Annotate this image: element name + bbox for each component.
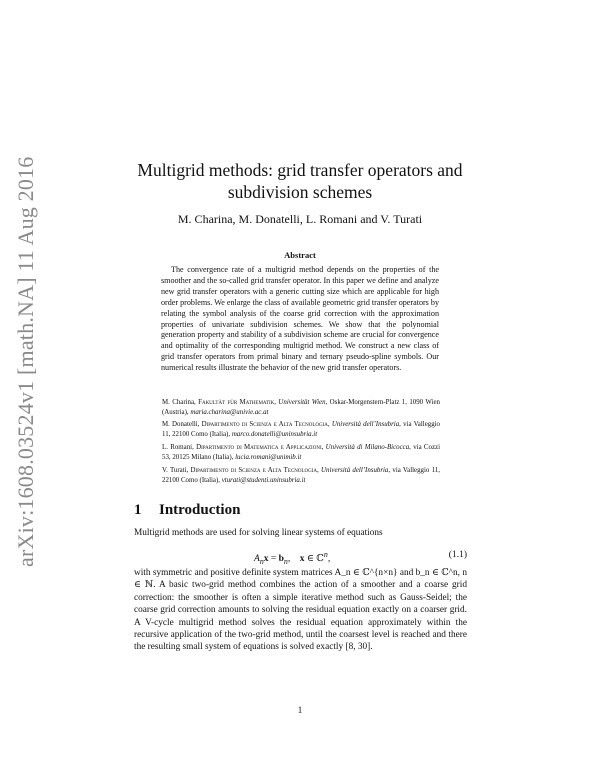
affiliation-email: maria.charina@univie.ac.at	[190, 408, 269, 416]
affiliation-department: Dipartimento di Scienza e Alta Tecnologia,	[201, 421, 330, 428]
eq-matrix-a: A	[254, 554, 260, 565]
paper-authors: M. Charina, M. Donatelli, L. Romani and V. Turati	[177, 212, 423, 226]
affiliation-university: Università di Milano-Bicocca,	[325, 444, 411, 451]
intro-lead-sentence: Multigrid methods are used for solving linear systems of equations	[134, 528, 383, 538]
section-title: Introduction	[159, 502, 241, 518]
affiliation-name: M. Donatelli,	[162, 421, 200, 428]
section-number: 1	[134, 502, 142, 518]
affiliation-name: V. Turati,	[162, 467, 189, 474]
affiliation-romani	[162, 443, 440, 462]
intro-paragraph: with symmetric and positive definite system matrices A_n ∈ ℂ^{n×n} and b_n ∈ ℂ^n, n ∈ ℕ. A basic two-grid method combines the action of a smoother and a coarse grid correction: the smoother is often a simple iterative method such as Gauss-Seidel; the coarse grid correction amounts to solving the residual equation exactly on a coarser grid. A V-cycle multigrid method solves the residual equation approximately within the recursive application of the two-grid method, until the coarsest level is reached and there the resulting small system of equations is solved exactly [8, 30].	[134, 568, 467, 653]
affiliation-address: via Valleggio 11, 22100 Como (Italia),	[162, 467, 440, 484]
eq-vector-b: b	[278, 554, 284, 565]
eq-element-of: ∈	[304, 554, 317, 565]
arxiv-identifier: arXiv:1608.03524v1 [math.NA] 11 Aug 2016	[13, 156, 38, 567]
affiliation-address: Oskar-Morgenstern-Platz 1, 1090 Wien (Austria),	[162, 399, 440, 416]
eq-vector-b-subscript: n	[283, 557, 288, 567]
equation-1-1	[134, 547, 467, 567]
abstract-text: The convergence rate of a multigrid method depends on the properties of the smoother and the so-called grid transfer operator. In this paper we define and analyze new grid transfer operators with a generic cutting size which are applicable for high order problems. We enlarge the class of available geometric grid transfer operators by relating the symbol analysis of the coarse grid correction with the approximation properties of univariate subdivision schemes. We show that the polynomial generation property and stability of a subdivision scheme are crucial for convergence and optimality of the corresponding multigrid method. We construct a new class of grid transfer operators from primal binary and ternary pseudo-spline symbols. Our numerical results illustrate the behavior of the new grid transfer operators.	[161, 265, 439, 373]
affiliation-university: Università dell’Insubria,	[321, 467, 391, 474]
eq-vector-x: x	[263, 554, 269, 565]
affiliation-name: L. Romani,	[162, 444, 194, 451]
affiliation-department: Dipartimento di Scienza e Alta Tecnologia,	[190, 467, 319, 474]
affiliation-donatelli	[162, 420, 440, 439]
affiliation-name: M. Charina,	[162, 399, 196, 406]
abstract-heading: Abstract	[284, 250, 316, 260]
eq-matrix-a-subscript: n	[259, 557, 264, 567]
affiliation-email: lucia.romani@unimib.it	[235, 453, 302, 461]
eq-separator: ,	[287, 554, 300, 565]
affiliation-department: Dipartimento di Matematica e Applicazioni,	[196, 444, 324, 451]
section-heading-introduction	[134, 500, 474, 520]
affiliation-address: via Cozzi 53, 20125 Milano (Italia),	[162, 444, 441, 461]
equation-number: (1.1)	[448, 550, 467, 560]
affiliation-address: via Valleggio 11, 22100 Como (Italia),	[162, 421, 441, 438]
affiliation-university: Università dell’Insubria,	[331, 421, 401, 428]
eq-equals: =	[268, 554, 279, 565]
affiliation-email: marco.donatelli@uninsubria.it	[231, 430, 318, 438]
affiliation-university: Universität Wien,	[278, 399, 328, 406]
affiliation-department: Fakultät für Mathematik,	[198, 399, 277, 406]
paper-title: Multigrid methods: grid transfer operators and subdivision schemes	[137, 160, 463, 202]
page-number: 1	[297, 705, 303, 715]
eq-complex-set: ℂ	[316, 554, 324, 565]
affiliation-charina	[162, 398, 440, 417]
eq-condition-x: x	[299, 554, 305, 565]
affiliation-email: vturati@studenti.uninsubria.it	[221, 476, 306, 484]
eq-complex-set-superscript: n	[323, 550, 328, 559]
eq-trailing-comma: ,	[327, 554, 331, 565]
affiliation-turati	[162, 466, 440, 485]
